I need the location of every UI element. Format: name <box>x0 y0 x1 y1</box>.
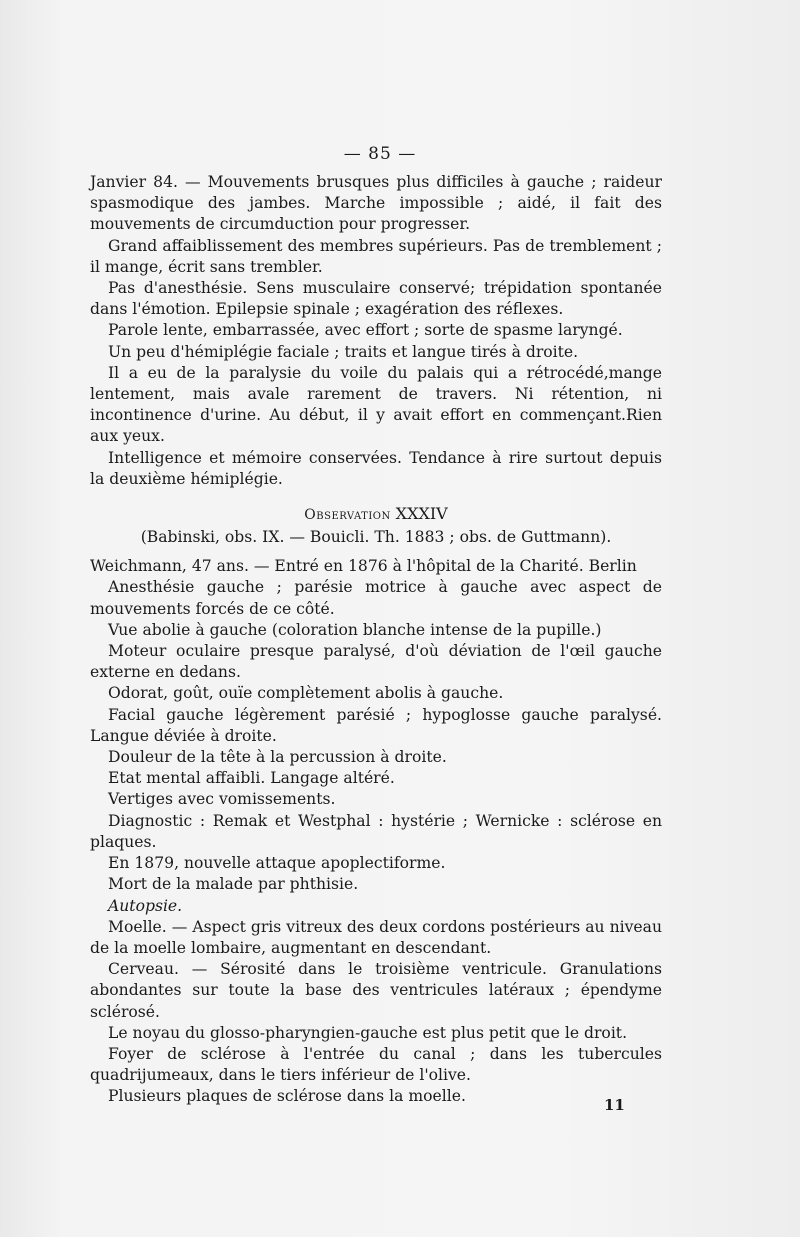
observation-number: XXXIV <box>395 504 448 524</box>
observation-reference: (Babinski, obs. IX. — Bouicli. Th. 1883 ; obs. de Guttmann). <box>140 528 612 547</box>
patient-intro: Weichmann, 47 ans. — Entré en 1876 à l'hôpital de la Charité. Berlin <box>90 557 637 576</box>
paragraph: Il a eu de la paralysie du voile du palais qui a rétrocédé,mange lentement, mais avale rarement de travers. Ni rétention, ni incontinence d'urine. Au début, il y avait effort en commençant.Rien aux yeux. <box>90 363 662 446</box>
page-body <box>90 172 662 1108</box>
signature-mark: 11 <box>604 1096 625 1114</box>
paragraph: Pas d'anesthésie. Sens musculaire conservé; trépidation spontanée dans l'émotion. Epilepsie spinale ; exagération des réflexes. <box>90 279 662 319</box>
paragraph: Grand affaiblissement des membres supérieurs. Pas de tremblement ; il mange, écrit sans trembler. <box>90 236 662 276</box>
paragraph: Douleur de la tête à la percussion à droite. <box>108 748 447 767</box>
paragraph: Janvier 84. — Mouvements brusques plus difficiles à gauche ; raideur spasmodique des jambes. Marche impossible ; aidé, il fait des mouvements de circumduction pour progresser. <box>90 173 662 234</box>
paragraph: Parole lente, embarrassée, avec effort ; sorte de spasme laryngé. <box>108 321 623 340</box>
paragraph: Plusieurs plaques de sclérose dans la moelle. <box>108 1087 466 1106</box>
cerveau-paragraph: Cerveau. — Sérosité dans le troisième ventricule. Granulations abondantes sur toute la base des ventricules latéraux ; épendyme sclérosé. <box>90 960 662 1021</box>
autopsy-heading: Autopsie. <box>108 896 183 915</box>
paragraph: Moteur oculaire presque paralysé, d'où déviation de l'œil gauche externe en dedans. <box>90 642 662 682</box>
paragraph: Vertiges avec vomissements. <box>108 790 336 809</box>
page-number: — 85 — <box>343 144 417 164</box>
paragraph: Foyer de sclérose à l'entrée du canal ; dans les tubercules quadrijumeaux, dans le tiers inférieur de l'olive. <box>90 1044 662 1085</box>
paragraph: Etat mental affaibli. Langage altéré. <box>108 769 395 788</box>
diagnostic-paragraph: Diagnostic : Remak et Westphal : hystérie ; Wernicke : sclérose en plaques. <box>90 811 662 851</box>
paragraph: Odorat, goût, ouïe complètement abolis à gauche. <box>108 684 504 703</box>
paragraph: Facial gauche légèrement parésié ; hypoglosse gauche paralysé. Langue déviée à droite. <box>90 705 662 745</box>
paragraph: Intelligence et mémoire conservées. Tendance à rire surtout depuis la deuxième hémiplégie. <box>90 448 662 488</box>
paragraph: Le noyau du glosso-pharyngien-gauche est plus petit que le droit. <box>108 1023 628 1042</box>
observation-heading <box>90 504 662 525</box>
paragraph: En 1879, nouvelle attaque apoplectiforme. <box>108 854 446 873</box>
paragraph: Un peu d'hémiplégie faciale ; traits et langue tirés à droite. <box>108 342 579 361</box>
paragraph: Vue abolie à gauche (coloration blanche intense de la pupille.) <box>108 620 602 639</box>
paragraph: Mort de la malade par phthisie. <box>108 875 359 894</box>
observation-label: Observation <box>304 507 391 524</box>
moelle-paragraph: Moelle. — Aspect gris vitreux des deux cordons postérieurs au niveau de la moelle lombaire, augmentant en descendant. <box>90 917 662 957</box>
paragraph: Anesthésie gauche ; parésie motrice à gauche avec aspect de mouvements forcés de ce côté. <box>90 578 662 618</box>
